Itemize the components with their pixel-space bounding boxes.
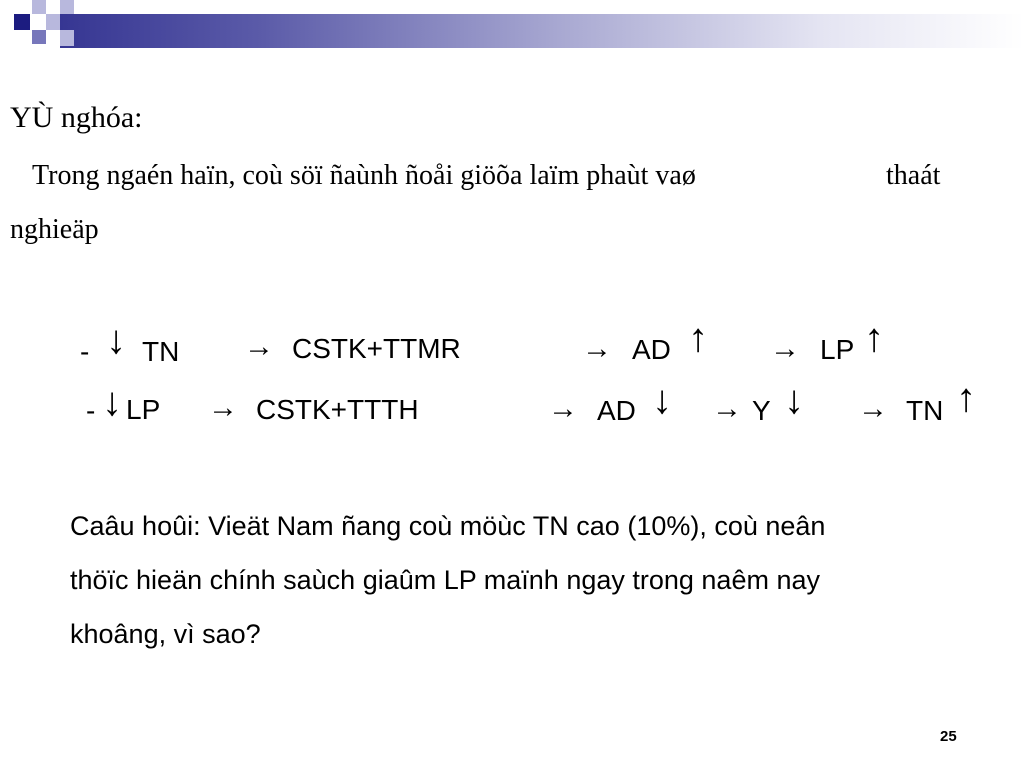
row2-down-arrow-y: ↓ <box>784 378 804 422</box>
row1-dash: - <box>80 336 90 367</box>
row1-up-arrow-ad: ↑ <box>688 316 708 360</box>
row2-lp: LP <box>126 394 161 425</box>
question-line-2: thöïc hieän chính saùch giaûm LP maïnh ngay trong naêm nay <box>70 565 820 595</box>
row2-step-y: Y <box>752 395 771 426</box>
row1-right-arrow-2: → <box>582 332 612 365</box>
paragraph-line-2: nghieäp <box>10 214 99 245</box>
row2-right-arrow-3: → <box>712 392 742 425</box>
row1-step-cstk-ttmr: CSTK+TTMR <box>292 333 461 364</box>
row2-right-arrow-1: → <box>208 391 238 424</box>
row1-step-ad: AD <box>632 334 671 365</box>
paragraph-line-1-end: thaát <box>886 160 941 191</box>
row1-up-arrow-lp: ↑ <box>864 316 884 360</box>
question-line-1: Caâu hoûi: Vieät Nam ñang coù möùc TN cao (10%), coù neân <box>70 511 826 541</box>
row2-step-tn: TN <box>906 395 944 426</box>
page-number: 25 <box>940 728 957 745</box>
paragraph-line-1: Trong ngaén haïn, coù söï ñaùnh ñoåi giöõa laïm phaùt vaø <box>32 160 696 191</box>
row1-right-arrow-3: → <box>770 332 800 365</box>
row1-tn: TN <box>142 336 180 367</box>
row2-dash: - <box>86 395 96 426</box>
row2-up-arrow-tn: ↑ <box>956 376 976 420</box>
row1-step-lp: LP <box>820 334 855 365</box>
row1-right-arrow-1: → <box>244 330 274 363</box>
question-line-3: khoâng, vì sao? <box>70 619 261 649</box>
header-gradient-bar <box>0 14 1024 48</box>
row1-down-arrow: ↓ <box>106 318 126 362</box>
row2-right-arrow-4: → <box>858 392 888 425</box>
row2-step-ad: AD <box>597 395 636 426</box>
row2-step-cstk-ttth: CSTK+TTTH <box>256 394 419 425</box>
row2-down-arrow-ad: ↓ <box>652 378 672 422</box>
row2-down-arrow: ↓ <box>102 380 122 424</box>
slide-heading: YÙ nghóa: <box>10 101 143 134</box>
row2-right-arrow-2: → <box>548 392 578 425</box>
